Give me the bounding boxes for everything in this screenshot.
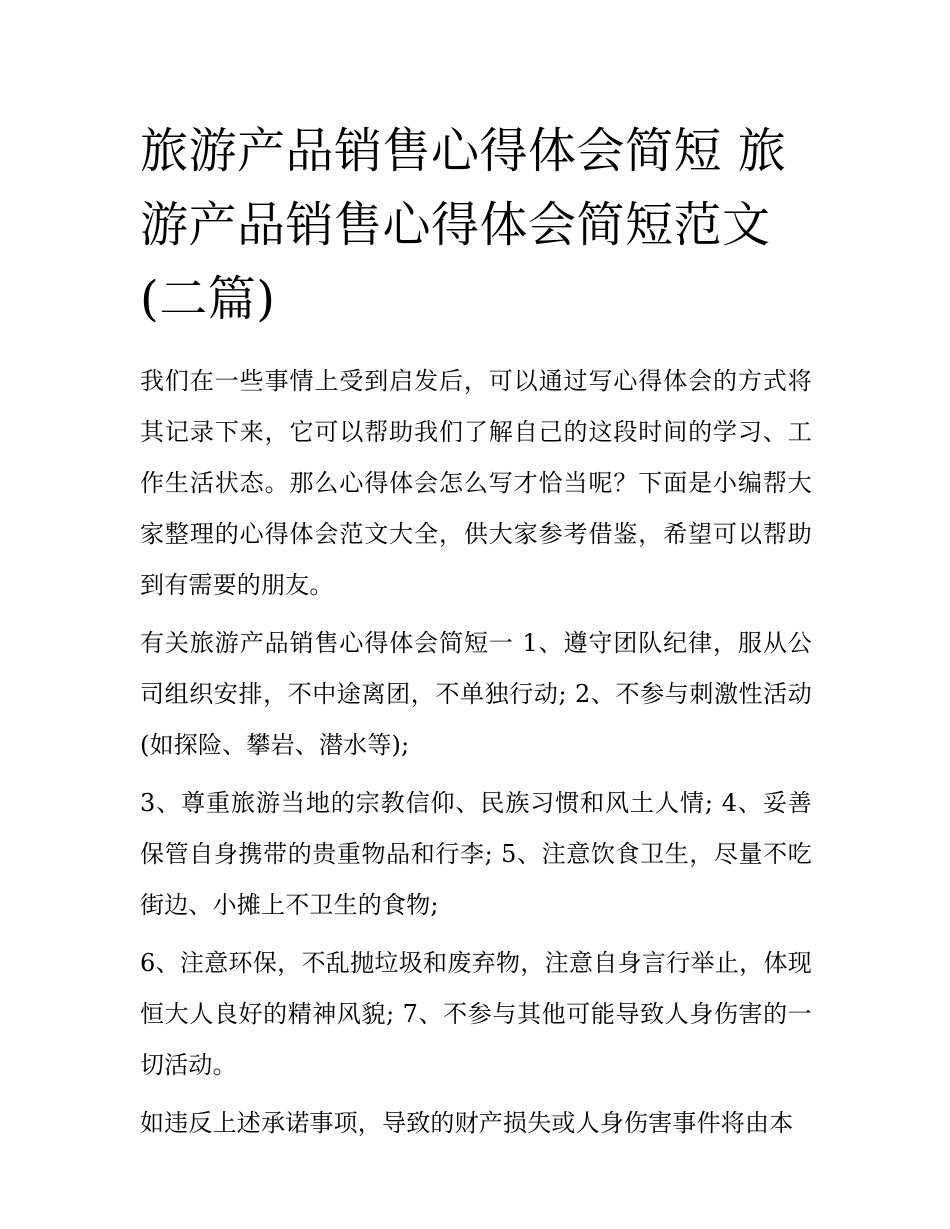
- paragraph-intro: 我们在一些事情上受到启发后，可以通过写心得体会的方式将其记录下来，它可以帮助我们了解自己的这段时间的学习、工作生活状态。那么心得体会怎么写才恰当呢？下面是小编帮大家整理的心得体会范文大全，供大家参考借鉴，希望可以帮助到有需要的朋友。: [140, 367, 812, 599]
- paragraph-liability: 如违反上述承诺事项，导致的财产损失或人身伤害事件将由本: [140, 1109, 794, 1137]
- paragraph-rules-2: 3、尊重旅游当地的宗教信仰、民族习惯和风土人情; 4、妥善保管自身携带的贵重物品和行李; 5、注意饮食卫生，尽量不吃街边、小摊上不卫生的食物;: [140, 789, 812, 919]
- paragraph-rules-1: 有关旅游产品销售心得体会简短一 1、遵守团队纪律，服从公司组织安排，不中途离团，不单独行动; 2、不参与刺激性活动(如探险、攀岩、潜水等);: [140, 629, 812, 759]
- document-title: 旅游产品销售心得体会简短 旅游产品销售心得体会简短范文(二篇): [140, 123, 787, 327]
- paragraph-rules-3: 6、注意环保，不乱抛垃圾和废弃物，注意自身言行举止，体现恒大人良好的精神风貌; 7、不参与其他可能导致人身伤害的一切活动。: [140, 949, 812, 1079]
- document-body: [140, 356, 812, 1156]
